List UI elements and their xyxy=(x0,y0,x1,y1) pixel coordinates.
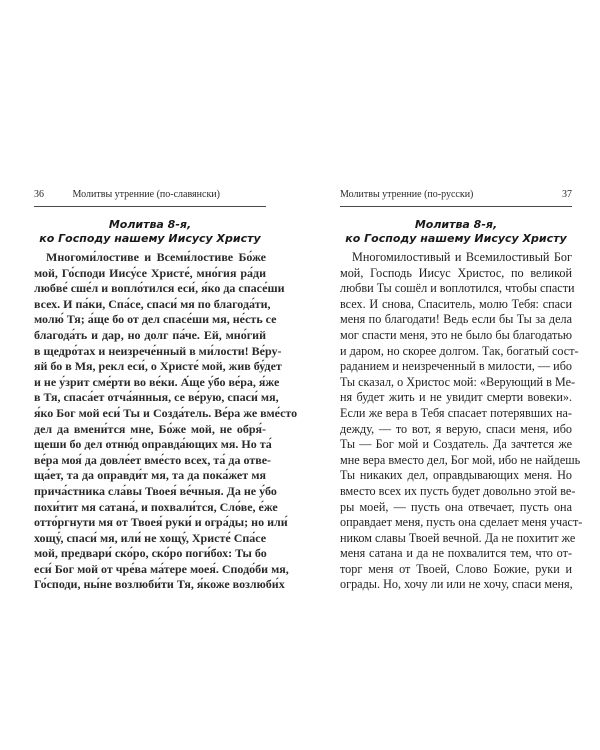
page-number: 37 xyxy=(562,189,572,200)
text-line: раданием и неизреченный в милости, — ибо xyxy=(340,359,572,374)
text-line: ограды. Но, хочу ли или не хочу, спаси меня, xyxy=(340,577,573,592)
text-line: ня будет жить и не увидит смерти вовеки». xyxy=(340,390,572,405)
text-line: молю́ Тя; а́ще бо от дел спасе́ши мя, не́сть се xyxy=(34,312,277,327)
header-rule xyxy=(34,206,266,207)
text-line: Ты — Бог мой и Создатель. Да зачтется же xyxy=(340,437,572,452)
heading-line: Молитва 8-я, xyxy=(414,218,498,231)
text-line: Многомилостивый и Всемилостивый Бог xyxy=(352,250,572,264)
text-line: вместо всех их пусть будет довольно этой ве- xyxy=(340,483,576,498)
text-line: еси́ Бог мой от чре́ва ма́тере моея́. Сподо́би мя, xyxy=(34,561,289,576)
text-line: Ты сказал, о Христос мой: «Верующий в Ме- xyxy=(340,374,576,389)
text-line: яй бо в Мя, рекл еси́, о Христе́ мой, жив бу́дет xyxy=(34,359,282,374)
text-line: Многоми́лостиве и Всеми́лостиве Бо́же xyxy=(46,250,266,264)
text-line: всех. И па́ки, Спа́се, спаси́ мя по благода́ти, xyxy=(34,296,271,311)
text-line: мой, Го́споди Иису́се Христе́, мно́гия ра́ди xyxy=(34,265,266,280)
text-line: Го́споди, ны́не возлюби́ти Тя, я́коже возлюби́х xyxy=(34,577,285,592)
text-line: дел да вмени́тся мне, Бо́же мой, не обря́- xyxy=(34,421,266,436)
text-line: меня по благодати! Ведь если бы Ты за дела xyxy=(340,312,572,327)
text-line: торг меня от Твоей, Слово Божие, руки и xyxy=(340,561,572,576)
running-title: Молитвы утренние (по-славянски) xyxy=(72,189,220,200)
text-line: я́ко Бог мой еси́ Ты и Созда́тель. Ве́ра же вме́сто xyxy=(34,405,298,420)
text-line: меня сатана и да не похвалится тем, что от- xyxy=(340,546,572,561)
right-page xyxy=(340,188,583,593)
text-line: ры моей, — пусть она отвечает, пусть она xyxy=(340,499,572,514)
text-line: Ты никаких дел, оправдывающих меня. Но xyxy=(340,468,572,483)
running-head xyxy=(340,188,572,202)
text-line: оправдает меня, пусть она сделает меня участ- xyxy=(340,515,583,530)
page-number: 36 xyxy=(34,189,44,200)
text-line: всех. И снова, Спаситель, молю Тебя: спаси xyxy=(340,296,572,311)
text-line: ве́ра моя́ да довле́ет вме́сто всех, та́ да отве- xyxy=(34,452,272,467)
text-line: благода́ть и дар, но долг па́че. Ей, мно́гий xyxy=(34,327,266,342)
heading-line: ко Господу нашему Иисусу Христу xyxy=(345,232,567,245)
text-line: отто́ргнути мя от Твоея́ руки́ и огра́ды; но или́ xyxy=(34,515,288,530)
text-line: и не у́зрит сме́рти во ве́ки. А́ще у́бо ве́ра, я́же xyxy=(34,374,280,389)
text-line: ща́ет, та да оправди́т мя, та да пока́жет мя xyxy=(34,468,266,483)
heading-line: Молитва 8-я, xyxy=(108,218,192,231)
text-line: мой, предвари́ ско́ро, ско́ро поги́бох: Ты бо xyxy=(34,546,267,561)
text-line: щеши бо дел отню́д оправда́ющих мя. Но та́ xyxy=(34,437,272,452)
text-line: и даром, но скорее долгом. Так, богатый сост- xyxy=(340,343,579,358)
prayer-text xyxy=(340,250,583,593)
heading-line: ко Господу нашему Иисусу Христу xyxy=(39,232,261,245)
text-line: мне вера вместо дел, Бог мой, ибо не найдешь xyxy=(340,452,581,467)
text-line: любви Ты сошёл и воплотился, чтобы спасти xyxy=(340,281,575,296)
text-line: прича́стника сла́вы Твоея́ ве́чныя. Да не у́бо xyxy=(34,483,277,498)
prayer-heading xyxy=(34,218,266,246)
left-page xyxy=(34,188,298,593)
text-line: похи́тит мя сатана́, и похвали́тся, Сло́ве, е́же xyxy=(34,499,278,514)
running-title: Молитвы утренние (по-русски) xyxy=(340,189,474,200)
text-line: любве́ сше́л и вопло́тился еси́, я́ко да спасе́ши xyxy=(34,281,285,296)
text-line: в Тя, спаса́ет отча́янныя, се ве́рую, спаси́ мя, xyxy=(34,390,279,405)
text-line: хощу́, спаси́ мя, или́ не хощу́, Христе́ Спа́се xyxy=(34,530,267,545)
text-line: мог спасти меня, это не было бы благодатью xyxy=(340,327,572,342)
header-rule xyxy=(340,206,572,207)
text-line: в щедро́тах и неизрече́нный в ми́лости! Ве́ру- xyxy=(34,343,282,358)
text-line: Если же вера в Тебя спасает потерявших на- xyxy=(340,405,572,420)
text-line: дежду, — то вот, я верую, спаси меня, ибо xyxy=(340,421,572,436)
running-head xyxy=(34,188,266,202)
prayer-heading xyxy=(340,218,572,246)
text-line: мой, Господь Иисус Христос, по великой xyxy=(340,265,572,280)
prayer-text xyxy=(34,250,298,593)
text-line: ником славы Твоей вечной. Да не похитит же xyxy=(340,530,576,545)
